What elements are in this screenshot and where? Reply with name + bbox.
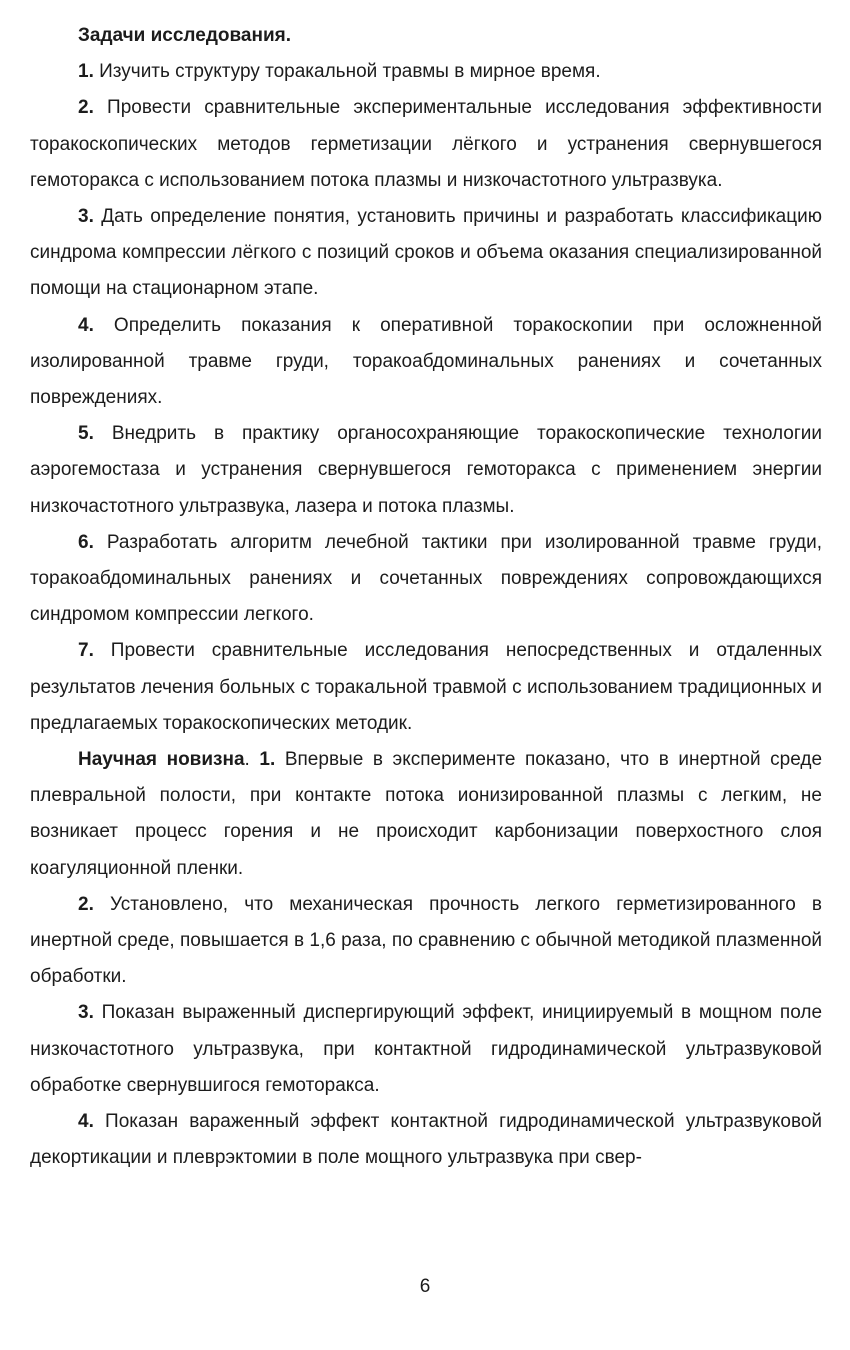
task-text: Дать определение понятия, установить причины и разработать классификацию синдрома компрессии лёгкого с позиций сроков и объема оказания специализированной помощи на стационарном этапе. [30, 206, 822, 300]
task-item-1 [30, 54, 822, 90]
task-text: Определить показания к оперативной торакоскопии при осложненной изолированной травме груди, торакоабдоминальных ранениях и сочетанных повреждениях. [30, 314, 822, 409]
finding-number: 3. [78, 1002, 94, 1024]
task-text: Провести сравнительные экспериментальные исследования эффективности торакоскопических методов герметизации лёгкого и устранения свернувшегося гемоторакса с использованием потока плазмы и низкочастотного ультразвука. [30, 97, 822, 191]
finding-item-2 [30, 887, 822, 996]
page-number: 6 [419, 1276, 431, 1297]
task-text: Разработать алгоритм лечебной тактики при изолированной травме груди, торакоабдоминальных ранениях и сочетанных повреждениях сопровождающихся синдромом компрессии легкого. [30, 531, 823, 626]
novelty-heading: Научная новизна [78, 749, 245, 771]
task-item-7 [30, 633, 822, 742]
finding-item-3 [30, 995, 822, 1104]
task-text: Внедрить в практику органосохраняющие торакоскопические технологии аэрогемостаза и устранения свернувшегося гемоторакса с применением энергии низкочастотного ультразвука, лазера и потока плазмы. [30, 423, 822, 517]
task-number: 7. [78, 640, 94, 662]
task-number: 6. [78, 531, 94, 553]
task-number: 1. [78, 61, 94, 83]
finding-text: Показан вараженный эффект контактной гидродинамической ультразвуковой декортикации и плеврэктомии в поле мощного ультразвука при свер- [30, 1111, 823, 1169]
task-item-2 [30, 90, 822, 199]
task-text: Провести сравнительные исследования непосредственных и отдаленных результатов лечения больных с торакальной травмой с использованием традиционных и предлагаемых торакоскопических методик. [30, 640, 822, 734]
finding-text: Установлено, что механическая прочность легкого герметизированного в инертной среде, повышается в 1,6 раза, по сравнению с обычной методикой плазменной обработки. [30, 893, 822, 988]
task-number: 2. [78, 97, 94, 119]
finding-item-4 [30, 1104, 822, 1176]
task-item-5 [30, 416, 822, 525]
section-heading: Задачи исследования. [78, 25, 291, 46]
task-item-6 [30, 525, 822, 634]
novelty-paragraph [30, 742, 822, 887]
novelty-text: Впервые в эксперименте показано, что в инертной среде плевральной полости, при контакте потока ионизированной плазмы с легким, не возникает процесс горения и не происходит карбонизации поверхостного слоя коагуляционной пленки. [30, 749, 823, 879]
novelty-number: 1. [259, 749, 276, 771]
finding-number: 2. [78, 893, 94, 915]
finding-text: Показан выраженный диспергирующий эффект, инициируемый в мощном поле низкочастотного ультразвука, при контактной гидродинамической ультразвуковой обработке свернувшигося гемоторакса. [30, 1002, 823, 1096]
task-number: 4. [78, 314, 94, 336]
finding-number: 4. [78, 1111, 94, 1133]
task-number: 5. [78, 423, 94, 445]
novelty-separator: . [244, 749, 260, 771]
task-text: Изучить структуру торакальной травмы в мирное время. [99, 61, 601, 83]
task-item-3 [30, 199, 822, 308]
task-number: 3. [78, 206, 94, 228]
task-item-4 [30, 308, 822, 417]
